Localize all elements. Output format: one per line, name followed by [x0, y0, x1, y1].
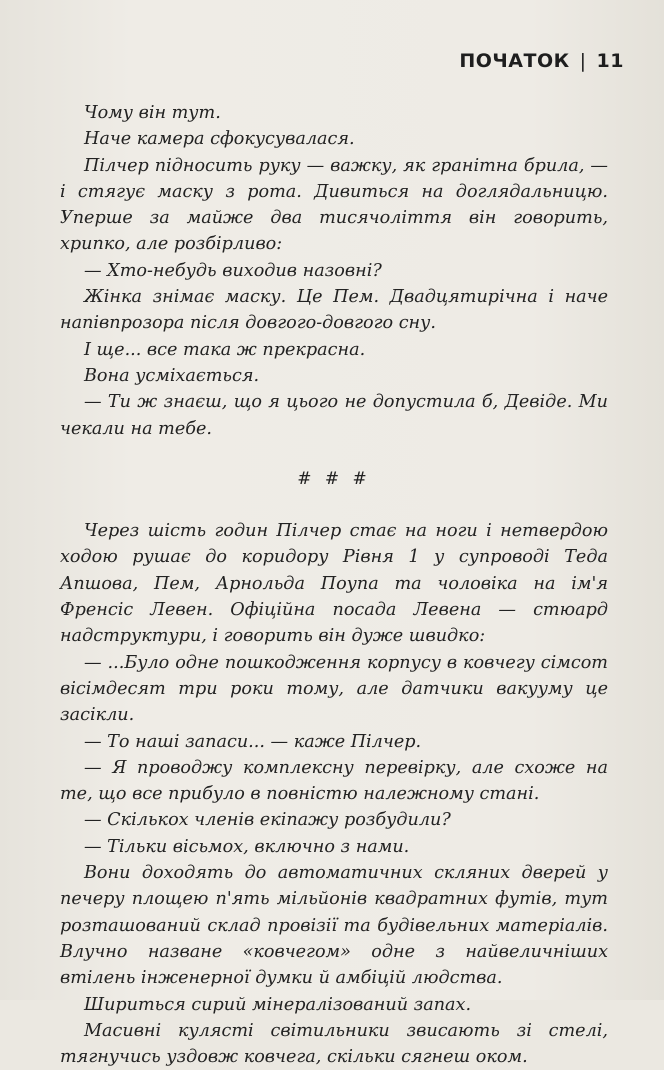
paragraph: І ще... все така ж прекрасна. — [84, 339, 366, 360]
paragraph: — Хто-небудь виходив назовні? — [84, 260, 382, 281]
paragraph: — Я проводжу комплексну перевірку, але схоже на те, що все прибуло в повністю належному стані. — [60, 757, 608, 805]
paragraph: Наче камера сфокусувалася. — [84, 129, 355, 150]
paragraph: Вона усміхається. — [84, 365, 260, 386]
paragraph: Пілчер підносить руку — важку, як гранітна брила, — і стягує маску з рота. Дивиться на доглядальницю. Уперше за майже два тисячоліття він говорить, хрипко, але розбірливо: — [60, 155, 608, 255]
running-header — [459, 50, 624, 72]
paragraph: Масивні кулясті світильники звисають зі стелі, тягнучись уздовж ковчега, скільки сягнеш оком. — [60, 1020, 608, 1068]
paragraph: Жінка знімає маску. Це Пем. Двадцятирічна і наче напівпрозора після довгого-довгого сну. — [60, 287, 608, 334]
paragraph: — Тільки вісьмох, включно з нами. — [84, 836, 410, 857]
paragraph: — ...Було одне пошкодження корпусу в ковчегу сімсот вісімдесят три роки тому, але датчики вакууму це засікли. — [60, 652, 608, 726]
chapter-title: ПОЧАТОК — [459, 50, 570, 72]
header-separator: | — [579, 50, 587, 72]
paragraph: Вони доходять до автоматичних скляних дверей у печеру площею п'ять мільйонів квадратних футів, тут розташований склад провізії та будівельних матеріалів. Влучно назване «ковчегом» одне з найвеличніших втілень інженерної думки й амбіцій людства. — [60, 863, 608, 989]
paragraph: Через шість годин Пілчер стає на ноги і нетвердою ходою рушає до коридору Рівня 1 у супроводі Теда Апшова, Пем, Арнольда Поупа та чоловіка на ім'я Френсіс Левен. Офіційна посада Левена — стюард надструктури, і говорить він дуже швидко: — [60, 521, 608, 647]
body-text — [60, 100, 608, 1070]
page-number: 11 — [596, 50, 624, 72]
paragraph: Чому він тут. — [84, 103, 221, 123]
paragraph: — Ти ж знаєш, що я цього не допустила б, Девіде. Ми чекали на тебе. — [60, 392, 608, 439]
paragraph: — Скількох членів екіпажу розбудили? — [84, 810, 451, 831]
section-break: # # # — [297, 468, 371, 489]
paragraph: — То наші запаси... — каже Пілчер. — [84, 731, 422, 752]
paragraph: Шириться сирий мінералізований запах. — [84, 994, 472, 1015]
